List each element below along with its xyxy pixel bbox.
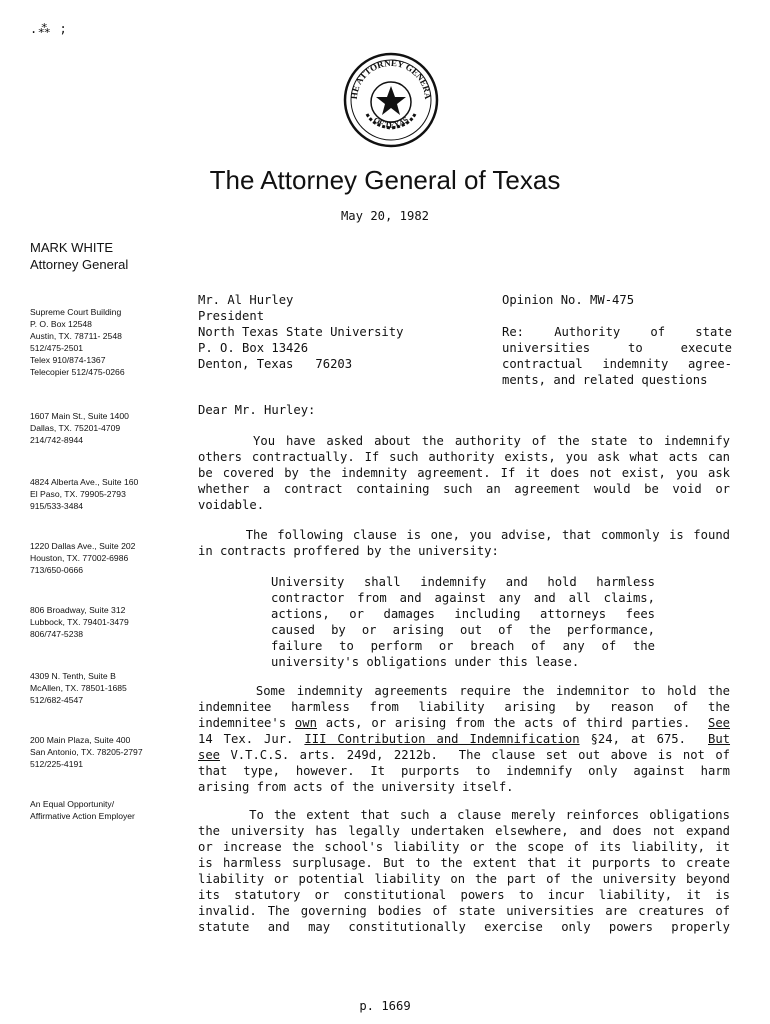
citation-signal-see: see — [198, 748, 221, 762]
quote-line: actions, or damages including attorneys fees — [271, 607, 655, 621]
re-line: contractual indemnity agree- — [502, 357, 732, 371]
office-line: El Paso, TX. 79905-2793 — [30, 489, 126, 499]
office-line: 806 Broadway, Suite 312 — [30, 605, 126, 615]
recipient-line: North Texas State University — [198, 325, 404, 339]
office-austin — [30, 306, 125, 378]
equal-opportunity-notice — [30, 798, 135, 822]
seal-top-text: HE ATTORNEY GENERA — [348, 57, 434, 100]
paragraph-1 — [198, 433, 730, 513]
paragraph-3 — [198, 683, 730, 795]
citation-signal-but: But — [708, 732, 731, 746]
paragraph-2 — [198, 527, 730, 559]
office-line: 806/747-5238 — [30, 629, 84, 639]
quote-line: university's obligations under this lease. — [271, 655, 580, 669]
text-span: acts, or arising from the acts of third parties. — [316, 716, 708, 730]
office-mcallen — [30, 670, 127, 706]
text-line: The following clause is one, you advise, that commonly is found — [198, 528, 730, 542]
scan-marks: .⁂ ; — [30, 22, 68, 36]
office-line: 512/475-2501 — [30, 343, 84, 353]
recipient-line: P. O. Box 13426 — [198, 341, 309, 355]
office-line: San Antonio, TX. 78205-2797 — [30, 747, 143, 757]
recipient-line: Mr. Al Hurley — [198, 293, 294, 307]
paragraph-4 — [198, 807, 730, 935]
office-line: Telecopier 512/475-0266 — [30, 367, 125, 377]
attorney-general-name: MARK WHITE — [30, 240, 114, 255]
text-line: arising from acts of the university itself. — [198, 780, 514, 794]
recipient-line: President — [198, 309, 265, 323]
page-number: p. 1669 — [359, 999, 411, 1013]
quote-line: caused by or arising out of the performance, — [271, 623, 655, 637]
office-line: 1607 Main St., Suite 1400 — [30, 411, 129, 421]
attorney-general-title: Attorney General — [30, 257, 129, 272]
quoted-clause — [271, 574, 655, 670]
office-line: 512/682-4547 — [30, 695, 84, 705]
re-line: universities to execute — [502, 341, 732, 355]
office-line: Telex 910/874-1367 — [30, 355, 106, 365]
text-line: that type, however. It purports to indemnify only against harm — [198, 764, 730, 778]
office-dallas — [30, 410, 129, 446]
text-span: indemnitee's — [198, 716, 295, 730]
office-line: An Equal Opportunity/ — [30, 799, 115, 809]
re-line: ments, and related questions — [502, 373, 708, 387]
text-span: V.T.C.S. arts. 249d, 2212b. The clause set out above is not of — [220, 748, 730, 762]
office-line: 200 Main Plaza, Suite 400 — [30, 735, 131, 745]
text-line: or increase the school's liability or the scope of its liability, it — [198, 840, 730, 854]
office-line: 1220 Dallas Ave., Suite 202 — [30, 541, 136, 551]
text-line: indemnitee harmless from liability arising by reason of the — [198, 700, 730, 714]
office-houston — [30, 540, 135, 576]
office-line: 713/650-0666 — [30, 565, 84, 575]
text-line: voidable. — [198, 498, 265, 512]
attorney-general-seal-icon — [343, 52, 439, 148]
quote-line: University shall indemnify and hold harmless — [271, 575, 655, 589]
text-line: whether a contract containing such an agreement would be void or — [198, 482, 730, 496]
citation-source: 14 Tex. Jur. — [198, 732, 305, 746]
text-line: To the extent that such a clause merely reinforces obligations — [198, 808, 730, 822]
office-line: Affirmative Action Employer — [30, 811, 135, 821]
office-line: 4309 N. Tenth, Suite B — [30, 671, 116, 681]
text-line — [198, 731, 730, 747]
svg-text:THE ATTORNEY GENERAL — [343, 52, 433, 100]
text-line: be covered by the indemnity agreement. If it does not exist, you ask — [198, 466, 730, 480]
text-line — [198, 715, 730, 731]
office-line: McAllen, TX. 78501-1685 — [30, 683, 127, 693]
text-line: liability or potential liability on the part of the university beyond — [198, 872, 730, 886]
text-line — [198, 747, 730, 763]
salutation: Dear Mr. Hurley: — [198, 403, 316, 417]
office-line: Austin, TX. 78711- 2548 — [30, 331, 122, 341]
office-el-paso — [30, 476, 138, 512]
text-line: statute and may constitutionally exercise only powers properly — [198, 920, 730, 934]
subject-re — [502, 324, 732, 388]
re-line: Re: Authority of state — [502, 325, 732, 339]
office-san-antonio — [30, 734, 143, 770]
seal-bottom-text: OF TEXAS — [371, 115, 411, 130]
citation-title: III Contribution and Indemnification — [304, 732, 580, 746]
svg-text:OF TEXAS — [372, 115, 411, 130]
text-line: invalid. The governing bodies of state universities are creatures of — [198, 904, 730, 918]
office-line: 512/225-4191 — [30, 759, 84, 769]
quote-line: contractor from and against any and all claims, — [271, 591, 655, 605]
recipient-address — [198, 292, 403, 372]
emphasis-own: own — [294, 716, 317, 730]
office-line: Supreme Court Building — [30, 307, 122, 317]
recipient-line: Denton, Texas 76203 — [198, 357, 353, 371]
text-line: You have asked about the authority of the state to indemnify — [198, 434, 730, 448]
office-line: Dallas, TX. 75201-4709 — [30, 423, 121, 433]
office-line: P. O. Box 12548 — [30, 319, 92, 329]
office-line: 4824 Alberta Ave., Suite 160 — [30, 477, 139, 487]
text-line: Some indemnity agreements require the indemnitor to hold the — [198, 684, 730, 698]
letter-date: May 20, 1982 — [340, 209, 430, 223]
office-line: 915/533-3484 — [30, 501, 84, 511]
office-line: 214/742-8944 — [30, 435, 84, 445]
text-line: its statutory or constitutional powers to incur liability, it is — [198, 888, 730, 902]
office-line: Lubbock, TX. 79401-3479 — [30, 617, 129, 627]
text-line: is harmless surplusage. But to the extent that it purports to create — [198, 856, 730, 870]
citation-section: §24, at 675. — [579, 732, 708, 746]
citation-signal-see: See — [707, 716, 730, 730]
quote-line: failure to perform or breach of any of the — [271, 639, 655, 653]
text-line: in contracts proffered by the university: — [198, 544, 499, 558]
office-title: The Attorney General of Texas — [209, 165, 561, 195]
text-line: others contractually. If such authority exists, you ask what acts can — [198, 450, 730, 464]
office-line: Houston, TX. 77002-6986 — [30, 553, 129, 563]
text-line: the university has legally undertaken elsewhere, and does not expand — [198, 824, 730, 838]
opinion-number: Opinion No. MW-475 — [502, 293, 635, 307]
office-lubbock — [30, 604, 129, 640]
